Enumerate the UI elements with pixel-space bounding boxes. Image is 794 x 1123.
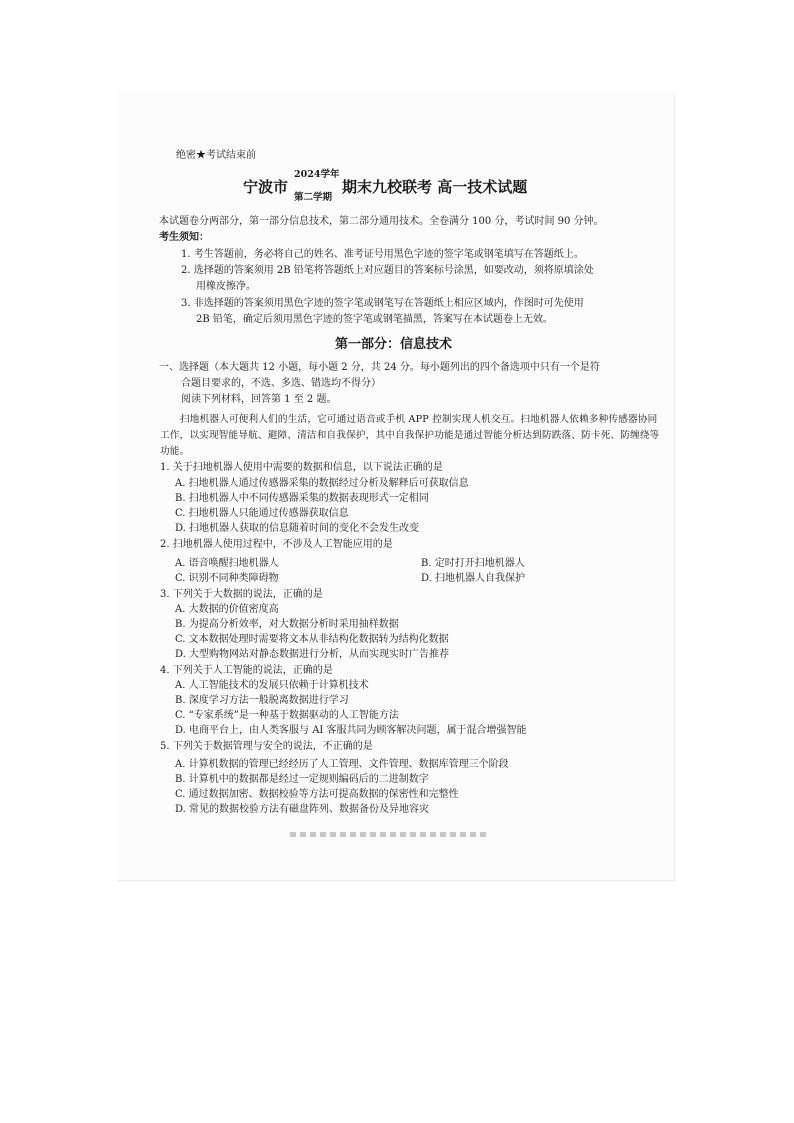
exam-title-term: 第二学期 (294, 192, 333, 203)
page-footer-faint (290, 832, 490, 837)
question-option: D. 扫地机器人获取的信息随着时间的变化不会发生改变 (175, 523, 420, 534)
question-option: D. 大型购物网站对静态数据进行分析，从而实现实时广告推荐 (175, 649, 450, 660)
choice-heading-continued: 合题目要求的，不选、多选、错选均不得分） (181, 378, 381, 389)
notice-item-continued: 用橡皮擦净。 (196, 281, 256, 292)
question-option: B. 定时打开扫地机器人 (421, 558, 525, 569)
confidential-label: 绝密★考试结束前 (176, 150, 256, 161)
reading-instruction: 阅读下列材料，回答第 1 至 2 题。 (181, 394, 337, 405)
notice-title: 考生须知： (159, 232, 209, 243)
exam-intro: 本试题卷分两部分，第一部分信息技术，第二部分通用技术。全卷满分 100 分，考试时间 90 分钟。 (159, 216, 604, 227)
question-option: D. 常见的数据校验方法有磁盘阵列、数据备份及异地容灾 (175, 804, 430, 815)
question-option: B. 扫地机器人中不同传感器采集的数据表现形式一定相同 (175, 493, 429, 504)
question-option: A. 人工智能技术的发展只依赖于计算机技术 (175, 680, 369, 691)
question-stem: 5. 下列关于数据管理与安全的说法，不正确的是 (160, 741, 373, 752)
question-stem: 1. 关于扫地机器人使用中需要的数据和信息，以下说法正确的是 (160, 462, 443, 473)
question-option: C. 识别不同种类障碍物 (175, 573, 279, 584)
question-option: B. 深度学习方法一般脱离数据进行学习 (175, 695, 349, 706)
question-option: C. 文本数据处理时需要将文本从非结构化数据转为结构化数据 (175, 634, 449, 645)
notice-item-continued: 2B 铅笔，确定后须用黑色字迹的签字笔或钢笔描黑，答案写在本试题卷上无效。 (196, 314, 553, 325)
question-option: C. 扫地机器人只能通过传感器获取信息 (175, 508, 349, 519)
question-option: A. 扫地机器人通过传感器采集的数据经过分析及解释后可获取信息 (175, 478, 469, 489)
question-option: A. 语音唤醒扫地机器人 (175, 558, 279, 569)
exam-title-city: 宁波市 (243, 178, 289, 196)
exam-title-year: 2024学年 (294, 169, 340, 180)
notice-item: 3. 非选择题的答案须用黑色字迹的签字笔或钢笔写在答题纸上相应区域内，作图时可先使用 (181, 298, 584, 309)
question-option: A. 计算机数据的管理已经经历了人工管理、文件管理、数据库管理三个阶段 (175, 759, 509, 770)
question-option: B. 计算机中的数据都是经过一定规则编码后的二进制数字 (175, 774, 429, 785)
choice-heading: 一、选择题（本大题共 12 小题，每小题 2 分，共 24 分。每小题列出的四个备选项中只有一个是符 (159, 362, 600, 373)
reading-passage: 扫地机器人可便利人们的生活，它可通过语音或手机 APP 控制实现人机交互。扫地机器人依赖多种传感器协同工作，以实现智能导航、避障、清洁和自我保护，其中自我保护功能是通过智能分析达到防跌落、防卡死、防缠绕等功能。 (160, 414, 660, 457)
exam-title: 期末九校联考 高一技术试题 (342, 178, 528, 196)
question-option: C. 通过数据加密、数据校验等方法可提高数据的保密性和完整性 (175, 789, 459, 800)
question-option: A. 大数据的价值密度高 (175, 604, 279, 615)
question-stem: 4. 下列关于人工智能的说法，正确的是 (160, 665, 333, 676)
question-option: D. 扫地机器人自我保护 (421, 573, 526, 584)
question-option: D. 电商平台上，由人类客服与 AI 客服共同为顾客解决问题，属于混合增强智能 (175, 725, 527, 736)
question-option: C. “专家系统”是一种基于数据驱动的人工智能方法 (175, 710, 399, 721)
question-stem: 3. 下列关于大数据的说法，正确的是 (160, 589, 323, 600)
question-stem: 2. 扫地机器人使用过程中，不涉及人工智能应用的是 (160, 539, 393, 550)
question-option: B. 为提高分析效率，对大数据分析时采用抽样数据 (175, 619, 399, 630)
section-title: 第一部分：信息技术 (335, 337, 453, 352)
notice-item: 2. 选择题的答案须用 2B 铅笔将答题纸上对应题目的答案标号涂黑，如要改动，须将原填涂处 (181, 265, 594, 276)
notice-item: 1. 考生答题前，务必将自己的姓名、准考证号用黑色字迹的签字笔或钢笔填写在答题纸上。 (181, 249, 584, 260)
